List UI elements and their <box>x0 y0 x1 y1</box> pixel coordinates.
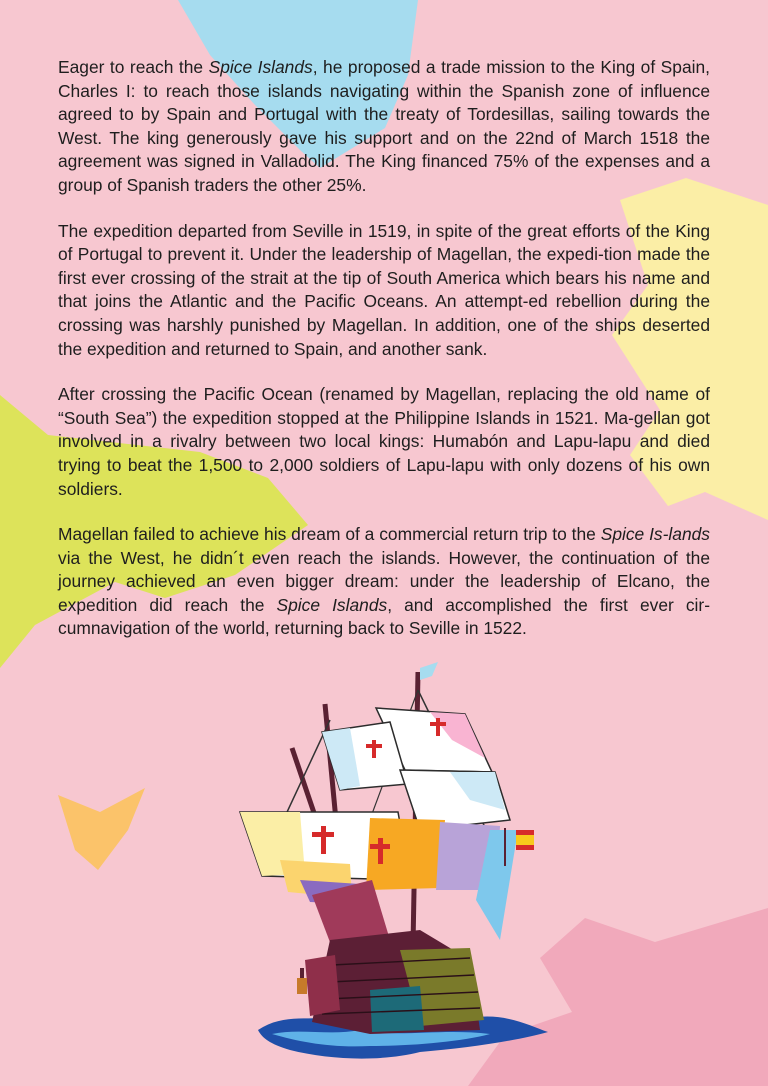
text-run: After crossing the Pacific Ocean (renamed by Magellan, replacing the old name of “South Sea”) the expedition stopped at the Philippine Islands in 1521. Ma-gellan got involved in a rivalry between two local kings: Humabón and Lapu-lapu and died trying to beat the 1,500 to 2,000 soldiers of Lapu-lapu with only dozens of his own soldiers. <box>58 384 710 499</box>
galleon-ship-illustration <box>220 660 550 1070</box>
text-run: , and accomplished the first ever cir-cumnavigation of the world, returning back to Seville in 1522. <box>58 594 710 639</box>
article-text <box>58 56 710 663</box>
top-pennant <box>420 662 438 680</box>
spain-flag-icon <box>516 830 534 850</box>
stern-castle <box>305 955 340 1016</box>
orange-shape <box>58 788 145 870</box>
text-run: , he proposed a trade mission to the King of Spain, Charles I: to reach those islands navigating within the Spanish zone of influence agreed to by Spain and Portugal with the treaty of Tordesillas, sailing towards the West. The king generously gave his support and on the 22nd of March 1518 the agreement was signed in Valladolid. The King financed 75% of the expenses and a group of Spanish traders the other 25%. <box>58 57 710 195</box>
text-run: Magellan failed to achieve his dream of a commercial return trip to the <box>58 524 601 545</box>
text-run: The expedition departed from Seville in 1519, in spite of the great efforts of the King of Portugal to prevent it. Under the leadership of Magellan, the expedi-tion made the first ever crossing of the strait at the tip of South America which bears his name and that joins the Atlantic and the Pacific Oceans. An attempt-ed rebellion during the crossing was harshly punished by Magellan. In addition, one of the ships deserted the expedition and returned to Spain, and another sank. <box>58 220 710 359</box>
paragraph-2 <box>58 220 710 362</box>
orange-sail-panel <box>366 818 445 890</box>
stern-lantern <box>297 968 307 994</box>
hull-teal-panel <box>370 986 424 1032</box>
italic-text-run: Spice Islands <box>208 57 313 77</box>
paragraph-3 <box>58 383 710 501</box>
paragraph-4 <box>58 523 710 641</box>
text-run: via the West, he didn´t even reach the islands. However, the continuation of the journey achieved an even bigger dream: under the leadership of Elcano, the expedition did reach the <box>58 547 710 615</box>
text-run: Eager to reach the <box>58 57 209 77</box>
italic-text-run: Spice Islands <box>276 594 388 615</box>
italic-text-run: Spice Is-lands <box>600 524 710 545</box>
paragraph-1 <box>58 56 710 198</box>
